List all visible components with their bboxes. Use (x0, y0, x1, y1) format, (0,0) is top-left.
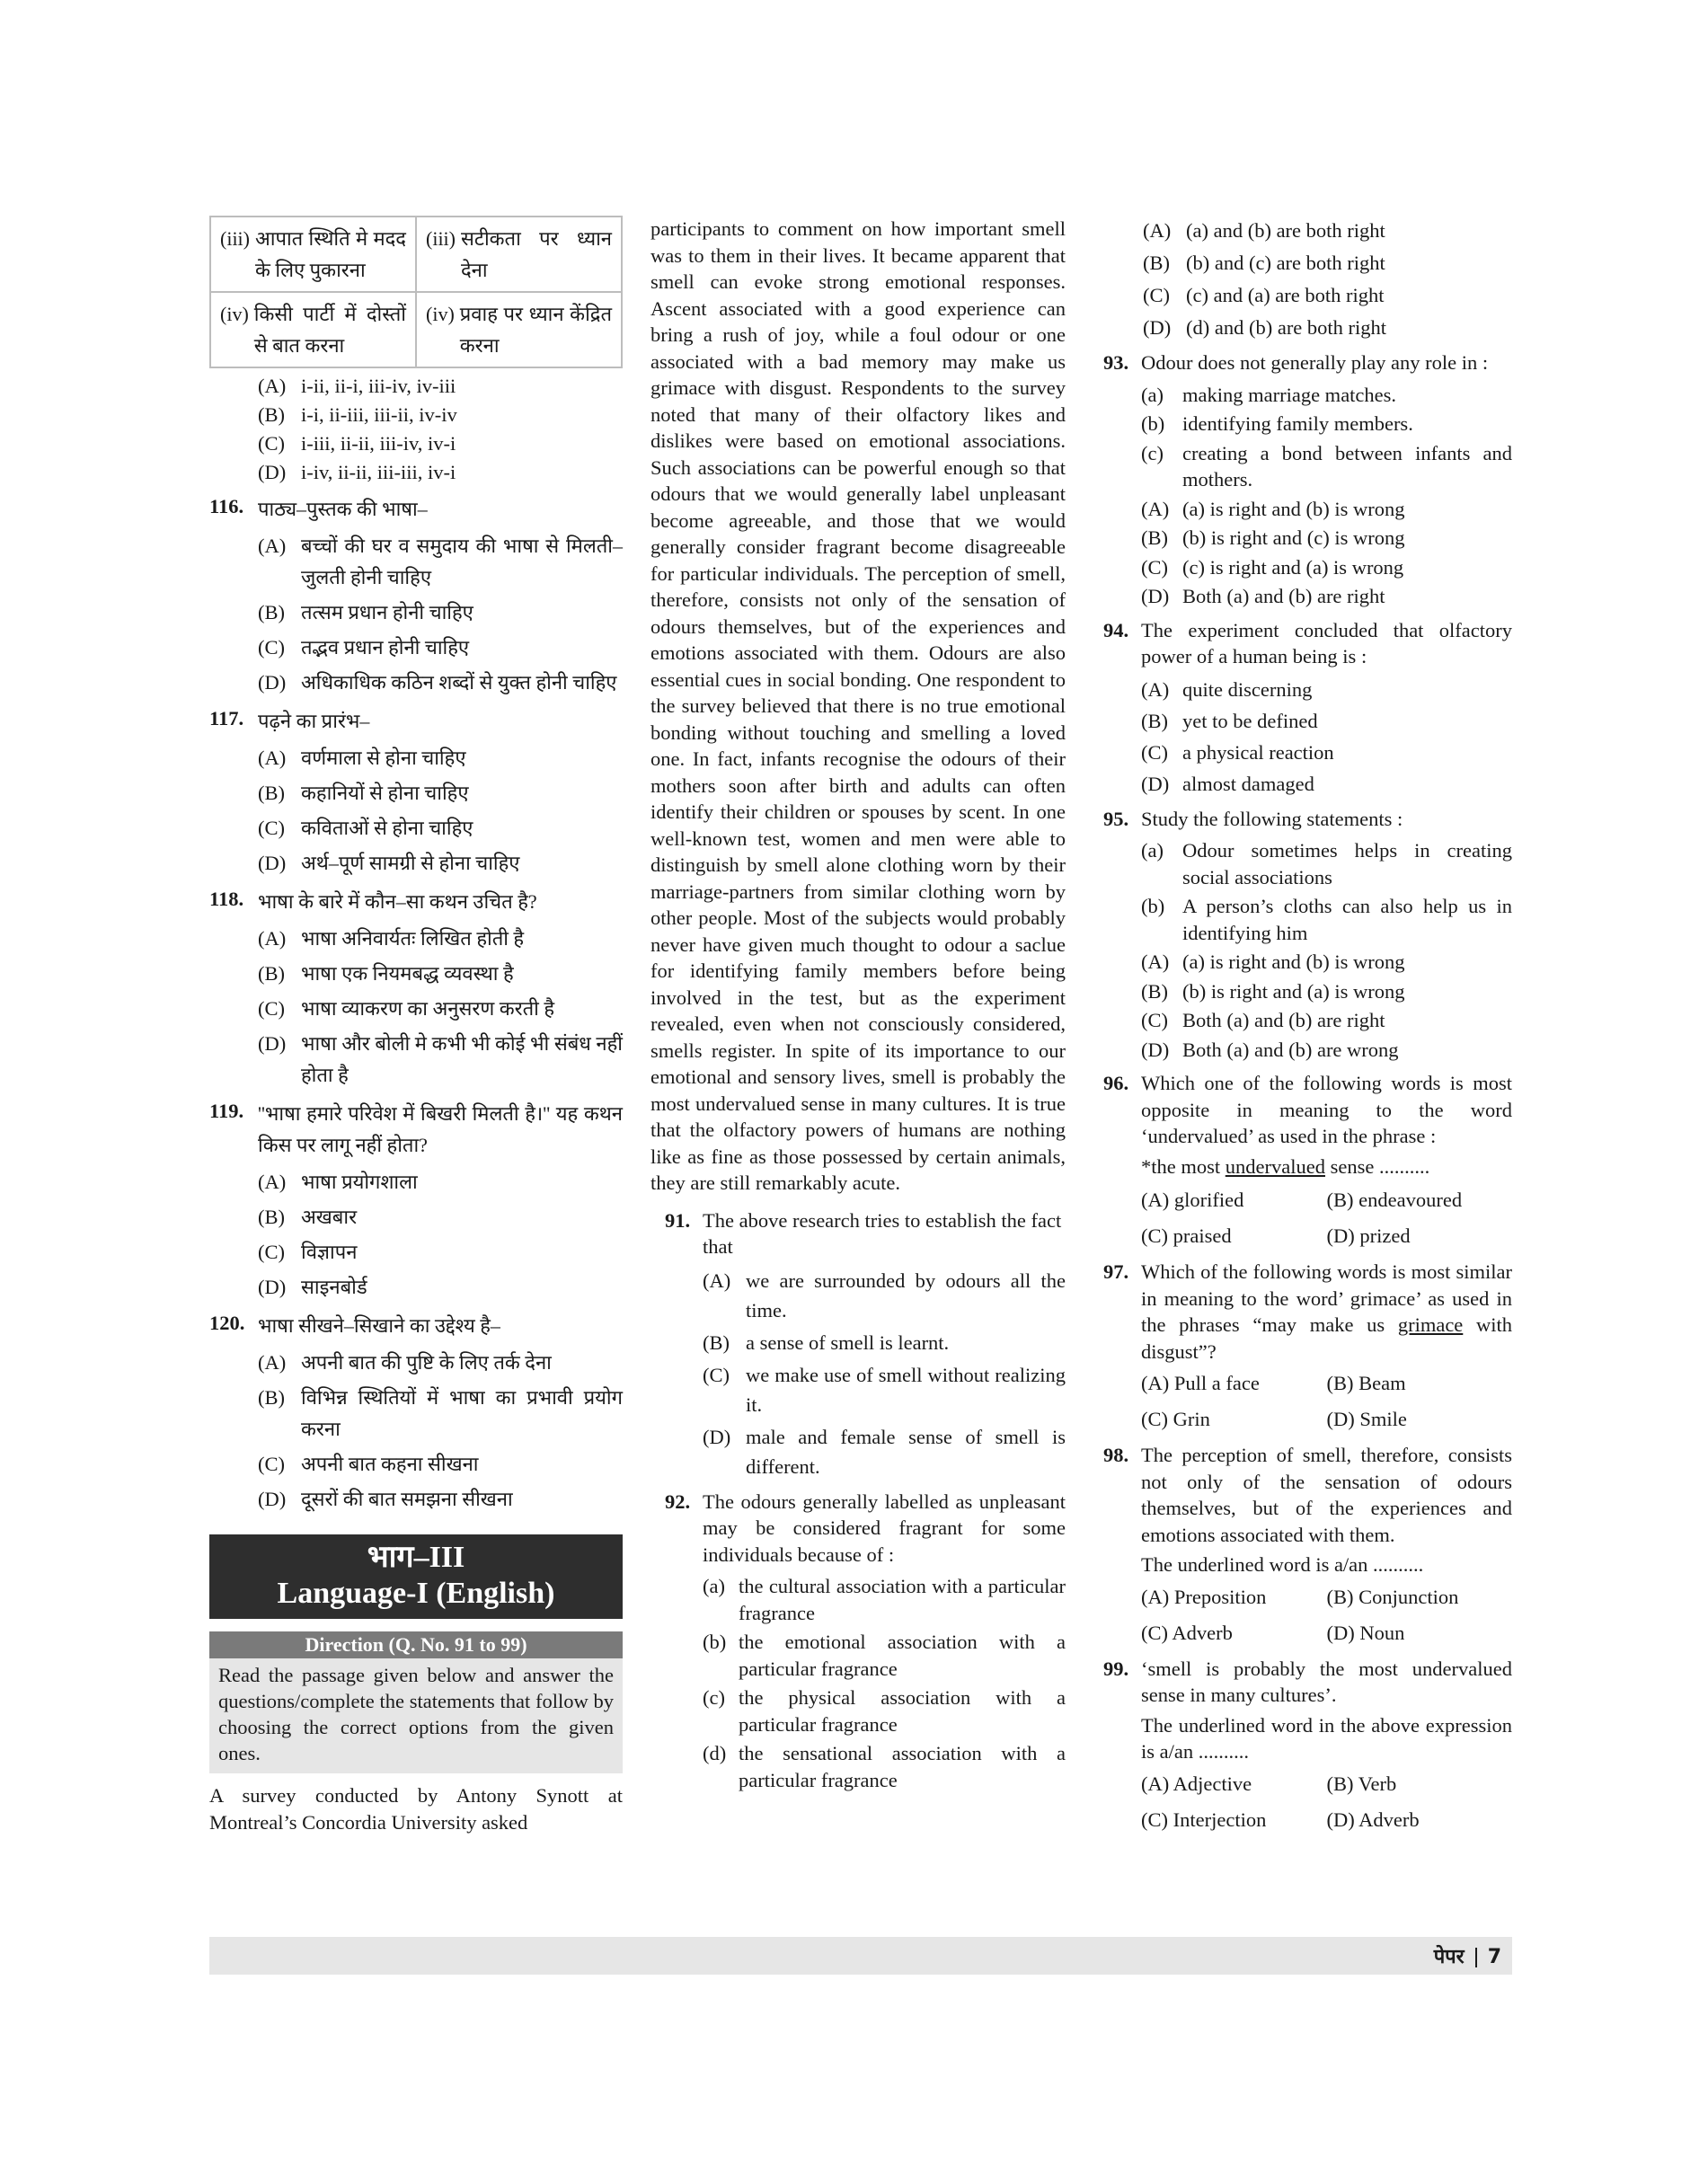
statement: (b) A person’s cloths can also help us in identifying him (1141, 895, 1512, 944)
option: (D) Smile (1326, 1408, 1407, 1430)
option: (B) तत्सम प्रधान होनी चाहिए (258, 601, 473, 623)
question-text: ''भाषा हमारे परिवेश में बिखरी मिलती है।'' यह कथन किस पर लागू नहीं होता? (258, 1102, 623, 1156)
option: (A) (a) is right and (b) is wrong (1141, 950, 1405, 973)
question-prompt: The underlined word is a/an .......... (1141, 1553, 1424, 1576)
underlined-word: undervalued (1225, 1154, 1325, 1178)
question-number: 97. (1103, 1260, 1129, 1283)
option: (B) yet to be defined (1141, 709, 1318, 732)
option: (C) भाषा व्याकरण का अनुसरण करती है (258, 997, 555, 1020)
option: (C) a physical reaction (1141, 740, 1334, 764)
option: (D) Both (a) and (b) are wrong (1141, 1038, 1399, 1061)
option: (A) Pull a face (1141, 1372, 1260, 1394)
question-prompt: The underlined word in the above expression is a/an .......... (1141, 1713, 1512, 1763)
option: (D) अर्थ–पूर्ण सामग्री से होना चाहिए (258, 852, 520, 874)
question-number: 92. (665, 1490, 691, 1513)
option: (B) Conjunction (1326, 1585, 1459, 1608)
section-part-label: भाग–III (367, 1541, 465, 1574)
question-number: 94. (1103, 618, 1129, 641)
statement: (b) the emotional association with a particular fragrance (703, 1631, 1066, 1680)
question-99 (1103, 1656, 1512, 1835)
option: (C) Both (a) and (b) are right (1141, 1009, 1385, 1031)
question-number: 91. (665, 1208, 691, 1232)
table-cell: किसी पार्टी में दोस्तों से बात करना (253, 303, 406, 357)
option: (C) praised (1141, 1224, 1232, 1247)
table-cell: आपात स्थिति मे मदद के लिए पुकारना (255, 227, 406, 281)
statement: (d) the sensational association with a particular fragrance (703, 1742, 1066, 1791)
question-94 (1103, 617, 1512, 799)
hindi-question-list (209, 493, 623, 1515)
option: (D) prized (1326, 1224, 1411, 1247)
question-number: 118. (209, 888, 244, 910)
option: (A) glorified (1141, 1189, 1244, 1211)
question-number: 119. (209, 1100, 244, 1122)
option: (D) Both (a) and (b) are right (1141, 585, 1385, 607)
question-120 (209, 1310, 623, 1515)
row-num: (iii) (220, 227, 250, 250)
question-number: 93. (1103, 351, 1129, 374)
question-number: 99. (1103, 1657, 1129, 1680)
option: (C) विज्ञापन (258, 1241, 358, 1263)
table-row (210, 217, 622, 292)
quoted-phrase: *the most undervalued sense .......... (1141, 1154, 1430, 1178)
option: (A) we are surrounded by odours all the time. (703, 1269, 1066, 1322)
option: (D) Noun (1326, 1621, 1405, 1644)
option: (C) Adverb (1141, 1621, 1233, 1644)
option: (C) (c) is right and (a) is wrong (1141, 555, 1404, 579)
table-cell: सटीकता पर ध्यान देना (461, 227, 612, 281)
option: (A) i-ii, ii-i, iii-iv, iv-iii (258, 375, 456, 397)
option: (C) i-iii, ii-ii, iii-iv, iv-i (258, 432, 456, 455)
option: (B) कहानियों से होना चाहिए (258, 782, 469, 804)
statement: (a) the cultural association with a particular fragrance (703, 1575, 1066, 1624)
column-middle (650, 216, 1066, 1800)
option: (C) कविताओं से होना चाहिए (258, 817, 473, 839)
question-number: 117. (209, 707, 244, 729)
section-title: Language-I (English) (277, 1577, 555, 1610)
match-table (209, 216, 623, 368)
option: (A) वर्णमाला से होना चाहिए (258, 747, 466, 769)
question-text: The experiment concluded that olfactory power of a human being is : (1141, 618, 1512, 667)
option: (A) Preposition (1141, 1585, 1267, 1608)
question-number: 116. (209, 495, 244, 517)
question-116 (209, 493, 623, 698)
option: (A) भाषा प्रयोगशाला (258, 1171, 418, 1193)
option: (A) अपनी बात की पुष्टि के लिए तर्क देना (258, 1351, 552, 1374)
option: (A) Adjective (1141, 1772, 1252, 1795)
option: (A) (a) and (b) are both right (1143, 219, 1385, 242)
direction-body: Read the passage given below and answer the questions/complete the statements that follow by choosing the correct options from the given ones. (209, 1658, 623, 1773)
match-options (258, 372, 623, 486)
option: (B) (b) is right and (a) is wrong (1141, 979, 1405, 1003)
question-text: पढ़ने का प्रारंभ– (258, 710, 370, 732)
option: (B) endeavoured (1326, 1189, 1463, 1211)
option: (C) तद्भव प्रधान होनी चाहिए (258, 636, 470, 659)
table-cell: प्रवाह पर ध्यान केंद्रित करना (459, 303, 612, 357)
option: (D) i-iv, ii-ii, iii-iii, iv-i (258, 461, 456, 483)
option: (C) अपनी बात कहना सीखना (258, 1453, 479, 1475)
option: (D) almost damaged (1141, 772, 1314, 795)
option: (B) (b) is right and (c) is wrong (1141, 526, 1405, 549)
option: (A) बच्चों की घर व समुदाय की भाषा से मिलती–जुलती होनी चाहिए (258, 535, 623, 588)
question-text: ‘smell is probably the most undervalued sense in many cultures’. (1141, 1657, 1512, 1706)
question-98 (1103, 1442, 1512, 1649)
question-97 (1103, 1259, 1512, 1435)
question-92 (650, 1489, 1066, 1794)
page-number-block (1434, 1942, 1501, 1969)
column-right (1103, 216, 1512, 1835)
row-num: (iv) (426, 303, 455, 325)
table-row (210, 292, 622, 367)
passage-start: A survey conducted by Antony Synott at Montreal’s Concordia University asked (209, 1784, 623, 1834)
question-text: पाठ्य–पुस्तक की भाषा– (258, 498, 428, 520)
question-number: 96. (1103, 1072, 1129, 1094)
option: (D) भाषा और बोली मे कभी भी कोई भी संबंध नहीं होता है (258, 1032, 623, 1086)
option: (B) भाषा एक नियमबद्ध व्यवस्था है (258, 962, 514, 985)
question-text: Study the following statements : (1141, 807, 1403, 830)
question-text: The perception of smell, therefore, consists not only of the sensation of odours themselves, but of the experiences and emotions associated with them. (1141, 1444, 1512, 1546)
question-text: भाषा के बारे में कौन–सा कथन उचित है? (258, 890, 537, 913)
option: (D) male and female sense of smell is different. (703, 1425, 1066, 1478)
option: (B) Beam (1326, 1372, 1406, 1394)
option: (D) अधिकाधिक कठिन शब्दों से युक्त होनी चाहिए (258, 671, 617, 694)
question-number: 98. (1103, 1444, 1129, 1466)
statement: (c) the physical association with a particular fragrance (703, 1686, 1066, 1736)
question-text: Which of the following words is most similar in meaning to the word’ grimace’ as used in the phrases “may make us grimace with disgust”? (1141, 1260, 1512, 1363)
option: (D) Adverb (1326, 1808, 1420, 1831)
footer-label: पेपर (1433, 1946, 1465, 1968)
question-text: Which one of the following words is most opposite in meaning to the word ‘undervalued’ as used in the phrase : (1141, 1072, 1512, 1147)
statement: (b) identifying family members. (1141, 412, 1413, 435)
question-117 (209, 705, 623, 879)
footer-divider (1475, 1948, 1477, 1967)
statement: (c) creating a bond between infants and mothers. (1141, 441, 1512, 491)
option: (C) Interjection (1141, 1808, 1267, 1831)
question-text: The above research tries to establish the fact that (703, 1208, 1062, 1258)
option: (B) विभिन्न स्थितियों में भाषा का प्रभावी प्रयोग करना (258, 1386, 623, 1440)
question-number: 95. (1103, 807, 1129, 830)
question-119 (209, 1098, 623, 1303)
column-left (209, 216, 623, 1835)
option: (A) (a) is right and (b) is wrong (1141, 497, 1405, 520)
option: (B) i-i, ii-iii, iii-ii, iv-iv (258, 403, 457, 426)
option: (C) we make use of smell without realizing it. (703, 1363, 1066, 1416)
option: (B) Verb (1326, 1772, 1397, 1795)
question-text: The odours generally labelled as unpleasant may be considered fragrant for some individuals because of : (703, 1490, 1066, 1566)
option: (A) quite discerning (1141, 677, 1313, 701)
option: (A) भाषा अनिवार्यतः लिखित होती है (258, 927, 525, 950)
option: (D) साइनबोर्ड (258, 1276, 367, 1298)
row-num: (iv) (220, 303, 249, 325)
option: (D) दूसरों की बात समझना सीखना (258, 1488, 513, 1510)
row-num: (iii) (426, 227, 456, 250)
statement: (a) making marriage matches. (1141, 383, 1397, 406)
question-91 (650, 1207, 1066, 1481)
question-95 (1103, 806, 1512, 1064)
statement: (a) Odour sometimes helps in creating social associations (1141, 839, 1512, 888)
question-96 (1103, 1070, 1512, 1251)
option: (C) Grin (1141, 1408, 1210, 1430)
question-92-options (1143, 216, 1512, 342)
option: (D) (d) and (b) are both right (1143, 316, 1387, 339)
page-number: 7 (1487, 1946, 1501, 1968)
option: (B) (b) and (c) are both right (1143, 252, 1385, 274)
option: (C) (c) and (a) are both right (1143, 284, 1385, 306)
question-text: Odour does not generally play any role in : (1141, 351, 1489, 374)
direction-heading: Direction (Q. No. 91 to 99) (209, 1631, 623, 1658)
underlined-word: grimace (1397, 1313, 1464, 1336)
passage-text: participants to comment on how important smell was to them in their lives. It became apparent that smell can evoke strong emotional responses. Ascent associated with a good experience can bring a rush of joy, while a foul odour or one associated with a bad memory may make us grimace with disgust. Respondents to the survey noted that many of their olfactory likes and dislikes were based on emotional associations. Such associations can be powerful enough so that odours that we would generally label unpleasant become agreeable, and those that we would generally consider fragrant become disagreeable for particular individuals. The perception of smell, therefore, consists not only of the sensation of odours themselves, but of the experiences and emotions associated with them. Odours are also essential cues in social bonding. One respondent to the survey believed that there is no true emotional bonding without touching and smelling a loved one. In fact, infants recognise the odours of their mothers soon after birth and adults can often identify their children or spouses by scent. In one well-known test, women and men were able to distinguish by smell alone clothing worn by their marriage-partners from similar clothing worn by other people. Most of the subjects would probably never have given much thought to odour a saclue for identifying family members before being involved in the test, but as the experiment revealed, even when not consciously considered, smells register. In spite of its importance to our emotional and sensory lives, smell is probably the most undervalued sense in many cultures. It is true that the olfactory powers of humans are nothing like as fine as those possessed by certain animals, they are still remarkably acute. (650, 217, 1066, 1194)
question-text: भाषा सीखने–सिखाने का उद्देश्य है– (258, 1314, 500, 1337)
option: (B) अखबार (258, 1206, 358, 1228)
question-number: 120. (209, 1312, 245, 1334)
section-banner (209, 1534, 623, 1619)
option: (B) a sense of smell is learnt. (703, 1330, 950, 1354)
page-footer (209, 1937, 1512, 1975)
question-118 (209, 886, 623, 1091)
question-93 (1103, 349, 1512, 610)
